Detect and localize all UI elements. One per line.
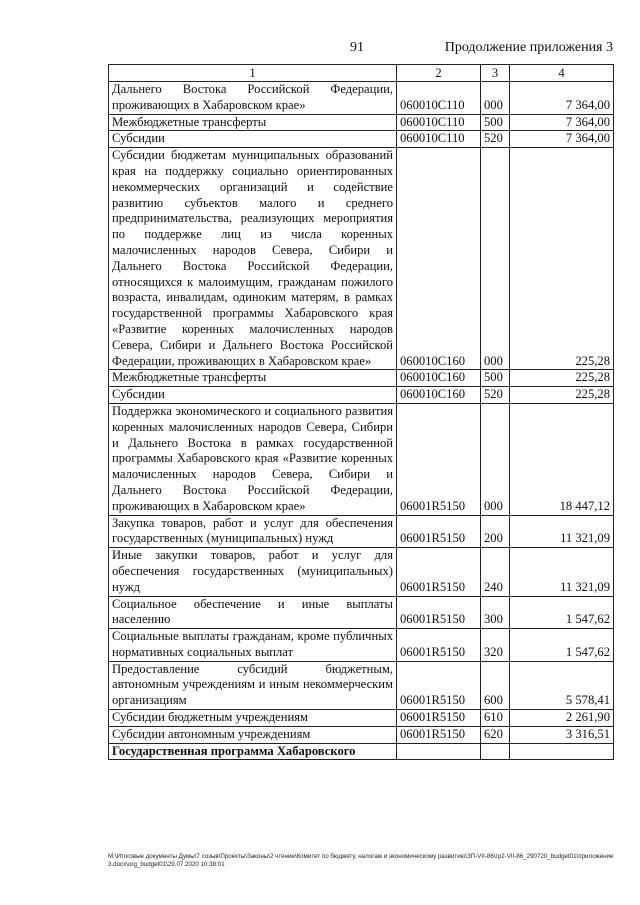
table-row — [109, 629, 614, 662]
column-header-4: 4 — [510, 65, 614, 82]
row-description: Межбюджетные трансферты — [109, 114, 397, 131]
row-description: Дальнего Востока Российской Федерации, проживающих в Хабаровском крае» — [109, 82, 397, 115]
row-expense-type: 500 — [481, 370, 510, 387]
row-target-code: 06001R5150 — [397, 710, 481, 727]
row-amount — [510, 743, 614, 760]
table-row — [109, 114, 614, 131]
row-amount: 11 321,09 — [510, 515, 614, 548]
table-row — [109, 370, 614, 387]
column-header-2: 2 — [397, 65, 481, 82]
row-target-code: 060010С160 — [397, 148, 481, 370]
row-amount: 7 364,00 — [510, 131, 614, 148]
row-amount: 1 547,62 — [510, 629, 614, 662]
row-target-code: 06001R5150 — [397, 661, 481, 709]
row-amount: 225,28 — [510, 387, 614, 404]
row-expense-type: 300 — [481, 596, 510, 629]
row-description: Субсидии бюджетным учреждениям — [109, 710, 397, 727]
table-row — [109, 387, 614, 404]
row-expense-type: 520 — [481, 131, 510, 148]
row-description: Субсидии — [109, 387, 397, 404]
table-row — [109, 82, 614, 115]
table-body — [109, 65, 614, 760]
table-header-row — [109, 65, 614, 82]
row-target-code: 060010С110 — [397, 131, 481, 148]
row-amount: 225,28 — [510, 370, 614, 387]
row-amount: 1 547,62 — [510, 596, 614, 629]
row-amount: 11 321,09 — [510, 548, 614, 596]
row-expense-type: 620 — [481, 726, 510, 743]
row-target-code: 06001R5150 — [397, 515, 481, 548]
row-description: Государственная программа Хабаровского — [109, 743, 397, 760]
row-expense-type: 200 — [481, 515, 510, 548]
row-expense-type: 000 — [481, 403, 510, 515]
row-expense-type: 520 — [481, 387, 510, 404]
row-amount: 7 364,00 — [510, 82, 614, 115]
table-row — [109, 743, 614, 760]
column-header-1: 1 — [109, 65, 397, 82]
row-description: Поддержка экономического и социального развития коренных малочисленных народов Севера, Сибири и Дальнего Востока в рамках государственной программы Хабаровского края «Развитие коренных малочисленных народов Севера, Сибири и Дальнего Востока Российской Федерации, проживающих в Хабаровском крае» — [109, 403, 397, 515]
table-row — [109, 596, 614, 629]
row-target-code: 06001R5150 — [397, 548, 481, 596]
row-expense-type: 240 — [481, 548, 510, 596]
row-amount: 7 364,00 — [510, 114, 614, 131]
row-description: Межбюджетные трансферты — [109, 370, 397, 387]
table-row — [109, 403, 614, 515]
row-target-code: 060010С160 — [397, 370, 481, 387]
row-expense-type — [481, 743, 510, 760]
row-target-code: 060010С110 — [397, 82, 481, 115]
row-target-code: 06001R5150 — [397, 596, 481, 629]
table-row — [109, 710, 614, 727]
column-header-3: 3 — [481, 65, 510, 82]
row-expense-type: 000 — [481, 148, 510, 370]
row-description: Социальные выплаты гражданам, кроме публичных нормативных социальных выплат — [109, 629, 397, 662]
row-expense-type: 500 — [481, 114, 510, 131]
row-description: Закупка товаров, работ и услуг для обеспечения государственных (муниципальных) нужд — [109, 515, 397, 548]
row-expense-type: 320 — [481, 629, 510, 662]
row-target-code: 060010С160 — [397, 387, 481, 404]
table-row — [109, 726, 614, 743]
budget-table — [108, 64, 614, 760]
row-amount: 5 578,41 — [510, 661, 614, 709]
row-target-code: 06001R5150 — [397, 629, 481, 662]
row-expense-type: 610 — [481, 710, 510, 727]
row-amount: 18 447,12 — [510, 403, 614, 515]
row-description: Субсидии автономным учреждениям — [109, 726, 397, 743]
continuation-caption: Продолжение приложения 3 — [444, 40, 613, 55]
row-expense-type: 600 — [481, 661, 510, 709]
row-target-code — [397, 743, 481, 760]
row-target-code: 06001R5150 — [397, 403, 481, 515]
row-description: Иные закупки товаров, работ и услуг для обеспечения государственных (муниципальных) нужд — [109, 548, 397, 596]
row-amount: 3 316,51 — [510, 726, 614, 743]
file-path-footer: M:\Итоговые документы Думы\7 созыв\Проекты\Законы\2 чтение\Комитет по бюджету, налогам и экономическому развитию\ЗП-VII-86\гр2-VII-86_290720_budget01\приложение3.docx\org_budget01\29.07.2020 10:38:01 — [108, 853, 614, 868]
page-number: 91 — [350, 40, 364, 55]
row-expense-type: 000 — [481, 82, 510, 115]
row-amount: 2 261,90 — [510, 710, 614, 727]
table-row — [109, 148, 614, 370]
table-row — [109, 661, 614, 709]
row-description: Предоставление субсидий бюджетным, автономным учреждениям и иным некоммерческим организациям — [109, 661, 397, 709]
table-row — [109, 548, 614, 596]
row-target-code: 060010С110 — [397, 114, 481, 131]
row-target-code: 06001R5150 — [397, 726, 481, 743]
row-description: Субсидии бюджетам муниципальных образований края на поддержку социально ориентированных некоммерческих организаций и содействие развитию субъектов малого и среднего предпринимательства, реализующих мероприятия по поддержке лиц из числа коренных малочисленных народов Севера, Сибири и Дальнего Востока Российской Федерации, относящихся к малоимущим, гражданам пожилого возраста, инвалидам, одиноким матерям, в рамках государственной программы Хабаровского края «Развитие коренных малочисленных народов Севера, Сибири и Дальнего Востока Российской Федерации, проживающих в Хабаровском крае» — [109, 148, 397, 370]
table-row — [109, 515, 614, 548]
row-amount: 225,28 — [510, 148, 614, 370]
table-row — [109, 131, 614, 148]
row-description: Социальное обеспечение и иные выплаты населению — [109, 596, 397, 629]
row-description: Субсидии — [109, 131, 397, 148]
